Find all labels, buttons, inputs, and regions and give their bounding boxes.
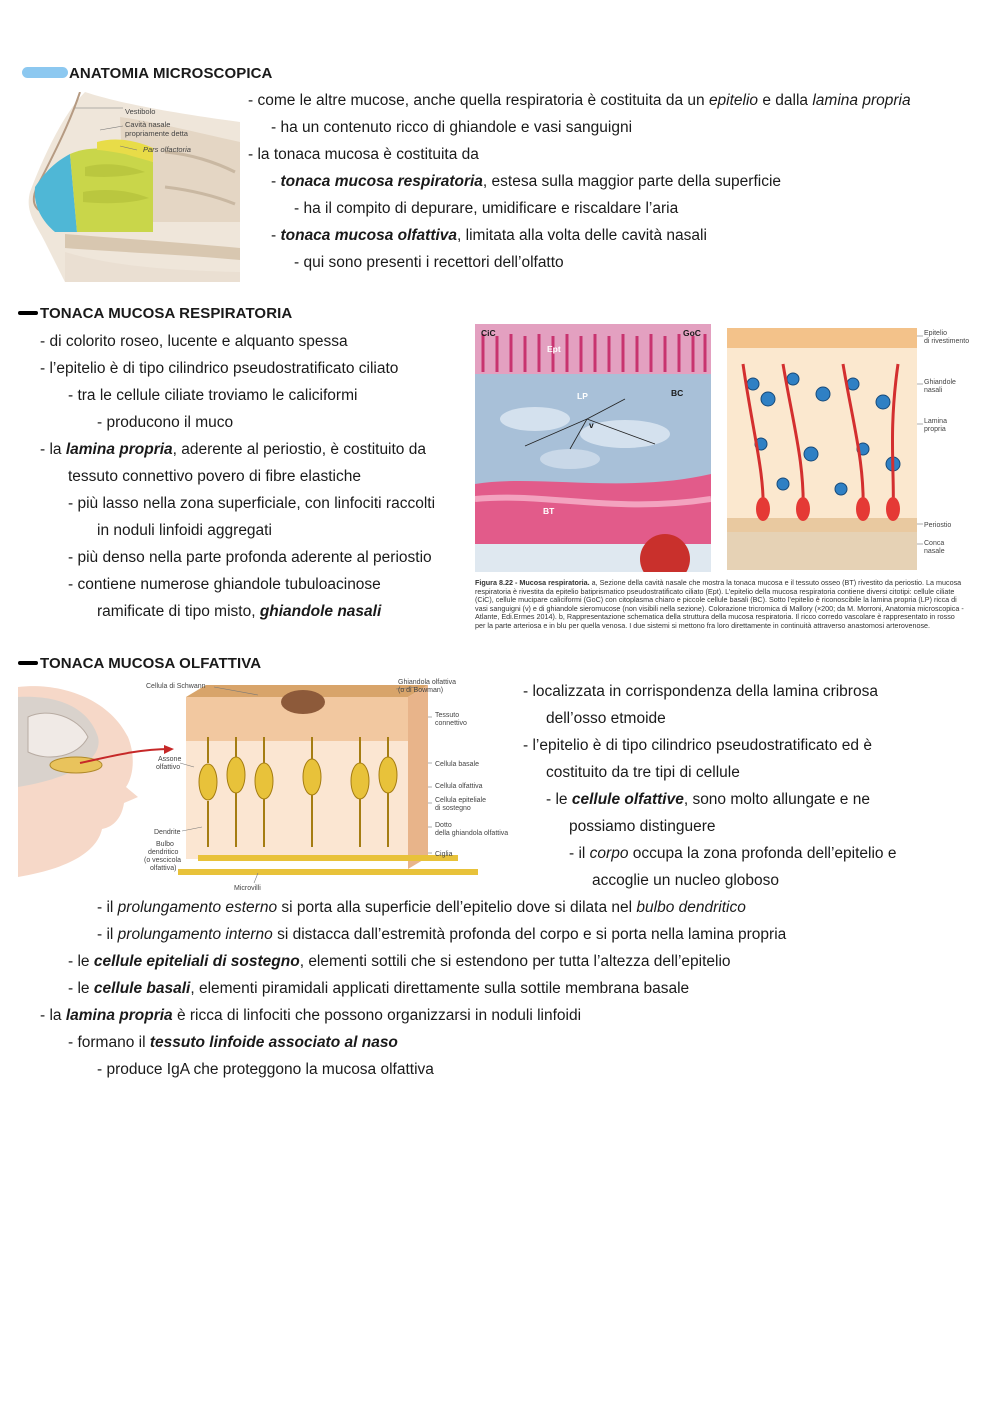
line-text: e dalla	[758, 92, 813, 109]
bullet-line	[97, 603, 381, 621]
label-bt: BT	[543, 506, 555, 516]
line-text: - il	[97, 926, 118, 943]
label-olfattiva: olfattiva)	[150, 865, 177, 872]
bullet-line	[68, 1034, 398, 1052]
line-text: - come le altre mucose, anche quella respiratoria è costituita da un	[248, 92, 709, 109]
label-cellula-basale: Cellula basale	[435, 761, 479, 768]
bullet-line	[271, 119, 632, 137]
line-text: - l’epitelio è di tipo cilindrico pseudostratificato ed è	[523, 737, 872, 754]
line-text: - le	[546, 791, 572, 808]
emphasis-text: tessuto linfoide associato al naso	[149, 1034, 398, 1051]
bullet-line	[569, 818, 715, 836]
emphasis-text: prolungamento esterno	[117, 899, 278, 916]
bullet-line	[523, 683, 878, 701]
line-text: - l’epitelio è di tipo cilindrico pseudostratificato ciliato	[40, 360, 399, 377]
label-lamina: Lamina	[924, 418, 947, 425]
label-ghiandola-olfattiva: Ghiandola olfattiva	[398, 679, 456, 686]
section-marker-dash	[18, 661, 38, 665]
line-text: , estesa sulla maggior parte della superficie	[482, 173, 782, 190]
emphasis-text: corpo	[589, 845, 629, 862]
label-bc: BC	[671, 388, 684, 398]
label-ghiandole: Ghiandole	[924, 379, 956, 386]
line-text: , elementi piramidali applicati direttamente sulla sottile membrana basale	[190, 980, 690, 997]
heading-tonaca-respiratoria: TONACA MUCOSA RESPIRATORIA	[40, 305, 293, 322]
bullet-line	[68, 495, 435, 513]
bullet-line	[294, 200, 678, 218]
bullet-line	[97, 414, 233, 432]
bullet-line	[40, 1007, 581, 1025]
bullet-line	[523, 737, 872, 755]
line-text: tessuto connettivo povero di fibre elastiche	[68, 468, 361, 485]
line-text: - ha un contenuto ricco di ghiandole e vasi sanguigni	[271, 119, 633, 136]
bullet-line	[68, 549, 432, 567]
label-o-di-bowman: (o di Bowman)	[398, 687, 444, 694]
bullet-line	[40, 360, 398, 378]
label-ept: Ept	[547, 344, 561, 354]
bullet-line	[294, 254, 564, 272]
figure-scheme-respiratory	[723, 324, 993, 572]
bullet-line	[546, 710, 666, 728]
label-goc: GoC	[683, 328, 701, 338]
label-dendrite: Dendrite	[154, 829, 181, 836]
line-text: - localizzata in corrispondenza della lamina cribrosa	[523, 683, 878, 700]
label-o-vescicola: (o vescicola	[144, 857, 181, 864]
label-vestibolo: Vestibolo	[125, 107, 156, 116]
line-text: - il	[569, 845, 590, 862]
line-text: occupa la zona profonda dell’epitelio e	[628, 845, 897, 862]
bullet-line	[546, 764, 740, 782]
line-text: in noduli linfoidi aggregati	[97, 522, 272, 539]
emphasis-text: cellule olfattive	[571, 791, 684, 808]
emphasis-text: lamina propria	[65, 1007, 173, 1024]
line-text: ramificate di tipo misto,	[97, 603, 260, 620]
bullet-line	[68, 387, 357, 405]
bullet-line	[68, 953, 731, 971]
line-text: possiamo distinguere	[569, 818, 716, 835]
label-assone: Assone	[158, 756, 182, 763]
bullet-line	[97, 899, 746, 917]
line-text: - il	[97, 899, 118, 916]
bullet-line	[592, 872, 779, 890]
section-marker-pill	[22, 67, 68, 78]
emphasis-text: tonaca mucosa olfattiva	[280, 227, 458, 244]
caption-body: a, Sezione della cavità nasale che mostra la tonaca mucosa e il tessuto osseo (BT) rivestito da periostio. La mucosa respiratoria è rivestita da epitelio batiprismatico pseudostratificato ciliato (Ept). L’epitelio della mucosa respiratoria contiene diversi citotipi: cellule ciliate (CiC), cellule mucipare caliciformi (GoC) con citoplasma chiaro e piccole cellule basali (BC). Sotto l’epitelio è riconoscibile la lamina propria (LP) ricca di vasi sanguigni (v) e di ghiandole sieromucose (non visibili nella sezione). Colorazione tricromica di Mallory (×200; da M. Morroni, Anatomia microscopica - Atlante, Edi.Ermes 2014). b, Rappresentazione schematica della struttura della mucosa respiratoria. Il ricco corredo vascolare è rappresentato in rosso per la parte arteriosa e in blu per quella venosa. I due sistemi si mettono fra loro direttamente in continuità attraverso anastomosi arterovenose.	[475, 578, 964, 630]
line-text: - più denso nella parte profonda aderente al periostio	[68, 549, 432, 566]
label-della-ghiandola: della ghiandola olfattiva	[435, 830, 509, 837]
label-periostio: Periostio	[924, 522, 952, 529]
line-text: - la tonaca mucosa è costituita da	[248, 146, 479, 163]
emphasis-text: prolungamento interno	[117, 926, 273, 943]
line-text: - produce IgA che proteggono la mucosa olfattiva	[97, 1061, 434, 1078]
bullet-line	[546, 791, 870, 809]
figure-caption-respiratory	[475, 579, 965, 631]
bullet-line	[97, 1061, 434, 1079]
label-di-rivestimento: di rivestimento	[924, 338, 970, 345]
line-text: - la	[40, 1007, 66, 1024]
caption-title: Figura 8.22 - Mucosa respiratoria.	[475, 578, 590, 587]
emphasis-text: bulbo dendritico	[636, 899, 746, 916]
emphasis-text: tonaca mucosa respiratoria	[280, 173, 483, 190]
emphasis-text: ghiandole nasali	[259, 603, 382, 620]
emphasis-text: cellule epiteliali di sostegno	[93, 953, 300, 970]
label-nasali: nasali	[924, 387, 943, 394]
label-cavita-nasale: Cavità nasale	[125, 120, 171, 129]
label-ciglia: Ciglia	[435, 851, 453, 858]
label-bulbo: Bulbo	[156, 841, 174, 848]
line-text: - contiene numerose ghiandole tubuloacinose	[68, 576, 381, 593]
heading-anatomia-microscopica: ANATOMIA MICROSCOPICA	[69, 65, 273, 82]
line-text: - qui sono presenti i recettori dell’olfatto	[294, 254, 564, 271]
line-text: è ricca di linfociti che possono organizzarsi in noduli linfoidi	[172, 1007, 582, 1024]
line-text: dell’osso etmoide	[546, 710, 666, 727]
line-text: - la	[40, 441, 66, 458]
line-text: - tra le cellule ciliate troviamo le caliciformi	[68, 387, 358, 404]
label-connettivo: connettivo	[435, 720, 467, 727]
bullet-line	[248, 92, 911, 110]
line-text: si porta alla superficie dell’epitelio dove si dilata nel	[277, 899, 637, 916]
line-text: - producono il muco	[97, 414, 234, 431]
label-lp: LP	[577, 391, 588, 401]
emphasis-text: cellule basali	[93, 980, 191, 997]
line-text: , sono molto allungate e ne	[683, 791, 870, 808]
label-tessuto: Tessuto	[435, 712, 460, 719]
label-nasale: nasale	[924, 548, 945, 555]
line-text: - più lasso nella zona superficiale, con linfociti raccolti	[68, 495, 436, 512]
heading-tonaca-olfattiva: TONACA MUCOSA OLFATTIVA	[40, 655, 262, 672]
bullet-line	[68, 468, 361, 486]
line-text: , limitata alla volta delle cavità nasali	[457, 227, 707, 244]
line-text: -	[271, 227, 281, 244]
label-v: v	[589, 420, 594, 430]
label-propriamente-detta: propriamente detta	[125, 129, 188, 138]
line-text: accoglie un nucleo globoso	[592, 872, 779, 889]
bullet-line	[271, 227, 707, 245]
label-conca: Conca	[924, 540, 945, 547]
line-text: - ha il compito di depurare, umidificare e riscaldare l’aria	[294, 200, 679, 217]
line-text: si distacca dall’estremità profonda del corpo e si porta nella lamina propria	[272, 926, 787, 943]
label-cic: CiC	[481, 328, 496, 338]
line-text: - formano il	[68, 1034, 150, 1051]
label-pars-olfactoria: Pars olfactoria	[143, 145, 191, 154]
label-propria: propria	[924, 426, 946, 433]
line-text: costituito da tre tipi di cellule	[546, 764, 740, 781]
bullet-line	[97, 926, 786, 944]
line-text: - le	[68, 953, 94, 970]
label-cellula-olfattiva: Cellula olfattiva	[435, 783, 483, 790]
line-text: - le	[68, 980, 94, 997]
bullet-line	[40, 441, 426, 459]
label-dendritico: dendritico	[148, 849, 179, 856]
label-dotto: Dotto	[435, 822, 452, 829]
bullet-line	[68, 576, 381, 594]
bullet-line	[271, 173, 781, 191]
bullet-line	[248, 146, 479, 164]
figure-histology-respiratory	[475, 324, 711, 572]
bullet-line	[569, 845, 896, 863]
bullet-line	[40, 333, 348, 351]
label-olfattivo: olfattivo	[156, 764, 181, 771]
label-cellula-epiteliale: Cellula epiteliale	[435, 797, 486, 804]
label-microvilli: Microvilli	[234, 885, 261, 892]
line-text: - di colorito roseo, lucente e alquanto spessa	[40, 333, 348, 350]
label-epitelio: Epitelio	[924, 330, 947, 337]
line-text: , elementi sottili che si estendono per tutta l’altezza dell’epitelio	[299, 953, 731, 970]
label-di-sostegno: di sostegno	[435, 805, 471, 812]
emphasis-text: lamina propria	[65, 441, 173, 458]
section-marker-dash	[18, 311, 38, 315]
emphasis-text: epitelio	[708, 92, 759, 109]
label-cellula-di-schwann: Cellula di Schwann	[146, 683, 206, 690]
figure-olfactory-epithelium	[18, 677, 518, 893]
bullet-line	[68, 980, 689, 998]
figure-nasal-cavity	[25, 92, 240, 282]
line-text: , aderente al periostio, è costituito da	[172, 441, 426, 458]
emphasis-text: lamina propria	[812, 92, 911, 109]
bullet-line	[97, 522, 272, 540]
line-text: -	[271, 173, 281, 190]
